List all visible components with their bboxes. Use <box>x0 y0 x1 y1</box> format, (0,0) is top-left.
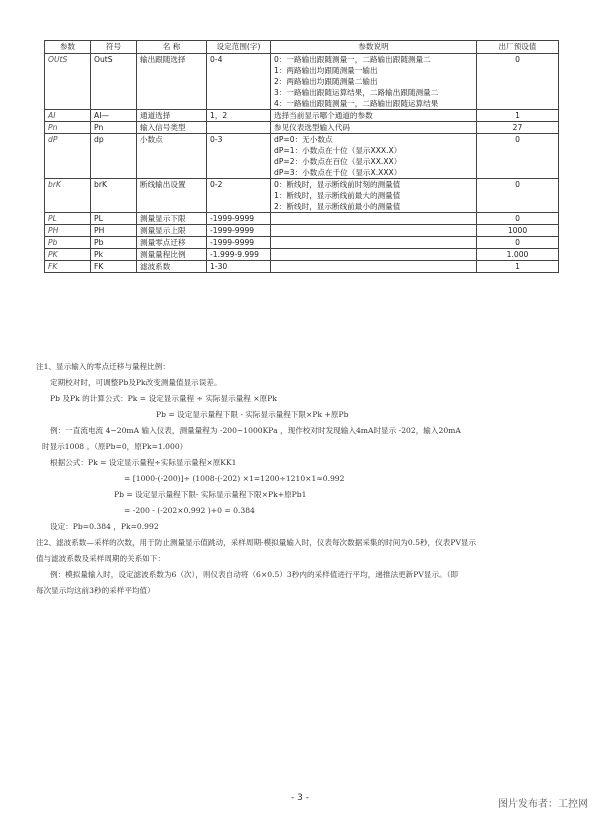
param-range-cell: -1.999-9.999 <box>207 249 271 261</box>
description-line: 3：一路输出跟随运算结果，二路输出跟随测量二 <box>274 88 439 97</box>
note1-line: 定期校对时，可调整Pb及Pk改变测量值显示误差。 <box>50 378 222 387</box>
param-name-cell: 测量量程比例 <box>137 249 207 261</box>
param-default-cell: 1 <box>477 110 559 122</box>
note1-line: = [1000-(-200)]÷ (1008-(-202) ×1=1200÷1210×1≈0.992 <box>124 474 345 483</box>
param-name-cell: 滤波系数 <box>137 261 207 273</box>
param-name-cell: 小数点 <box>137 134 207 179</box>
description-line: dP=1：小数点在十位（显示XXX.X） <box>274 146 402 155</box>
param-symbol-cell: dP <box>45 134 91 179</box>
param-name-cell: 输出跟随选择 <box>137 54 207 110</box>
param-name-cell: 断线输出设置 <box>137 179 207 213</box>
param-desc-cell <box>271 122 477 134</box>
param-code-cell: PH <box>91 225 137 237</box>
param-symbol-cell: brK <box>45 179 91 213</box>
param-desc-cell <box>271 225 477 237</box>
table-row <box>45 134 559 179</box>
header-range: 设定范围(字) <box>207 41 271 54</box>
param-code-cell: Pn <box>91 122 137 134</box>
param-name-cell: 输入信号类型 <box>137 122 207 134</box>
table-row <box>45 249 559 261</box>
description-line: dP=2：小数点在百位（显示XX.XX） <box>274 157 402 166</box>
note1-line: 例：一直流电流 4~20mA 输入仪表，测量量程为 -200~1000KPa ，现作校对时发现输入4mA时显示 -202，输入20mA <box>50 426 461 435</box>
table-row <box>45 225 559 237</box>
header-default: 出厂预设值 <box>477 41 559 54</box>
param-code-cell: Pb <box>91 237 137 249</box>
param-desc-cell <box>271 110 477 122</box>
table-row <box>45 237 559 249</box>
param-name-cell: 测量显示上限 <box>137 225 207 237</box>
description-line: dP=3：小数点在千位（显示X.XXX） <box>274 168 402 177</box>
description-line: 4：一路输出跟随测量一，二路输出跟随运算结果 <box>274 99 439 108</box>
note1-line: 根据公式：Pk = 设定显示量程÷实际显示量程×原KK1 <box>50 458 237 467</box>
param-desc-cell <box>271 237 477 249</box>
param-default-cell: 1000 <box>477 225 559 237</box>
description-line: 0：断线时，显示断线前时刻的测量值 <box>274 180 401 189</box>
description-line: 参见仪表选型输入代码 <box>274 123 350 132</box>
param-name-cell: 测量显示下限 <box>137 213 207 225</box>
param-default-cell: 1 <box>477 261 559 273</box>
description-line <box>274 249 473 260</box>
param-desc-cell <box>271 179 477 213</box>
table-header-row <box>45 41 559 54</box>
header-description: 参数说明 <box>271 41 477 54</box>
param-desc-cell <box>271 54 477 110</box>
param-symbol-cell: Pn <box>45 122 91 134</box>
parameter-table <box>44 40 559 273</box>
param-code-cell: dp <box>91 134 137 179</box>
description-line <box>274 213 473 224</box>
notes-section <box>36 359 576 599</box>
param-code-cell: Pk <box>91 249 137 261</box>
note1-line: Pb 及Pk 的计算公式：Pk = 设定显示量程 ÷ 实际显示量程 ×原Pk <box>50 394 277 403</box>
note2-line: 例：模拟量输入时，设定滤波系数为6（次），则仪表自动将（6×0.5）3秒内的采样值进行平均，递推法更新PV显示。（即 <box>50 570 459 579</box>
param-symbol-cell: AI <box>45 110 91 122</box>
param-symbol-cell: FK <box>45 261 91 273</box>
param-code-cell: OutS <box>91 54 137 110</box>
param-range-cell: 0-4 <box>207 54 271 110</box>
param-name-cell: 测量零点迁移 <box>137 237 207 249</box>
param-code-cell: brK <box>91 179 137 213</box>
description-line: 选择当前显示哪个通道的参数 <box>274 111 373 120</box>
description-line <box>274 261 473 272</box>
description-line <box>274 225 473 236</box>
param-default-cell: 0 <box>477 237 559 249</box>
description-line: dP=0：无小数点 <box>274 135 333 144</box>
table-row <box>45 213 559 225</box>
param-default-cell: 0 <box>477 54 559 110</box>
header-param: 参数 <box>45 41 91 54</box>
param-default-cell: 1.000 <box>477 249 559 261</box>
param-range-cell: 0-2 <box>207 179 271 213</box>
param-symbol-cell: Pb <box>45 237 91 249</box>
param-range-cell: 1-30 <box>207 261 271 273</box>
note1-line: Pb = 设定显示量程下限 - 实际显示量程下限×Pk +原Pb <box>156 410 349 419</box>
table-body <box>45 54 559 273</box>
note2-line: 每次显示均这前3秒的采样平均值） <box>36 586 155 595</box>
table-row <box>45 110 559 122</box>
param-range-cell: -1999-9999 <box>207 213 271 225</box>
table-row <box>45 122 559 134</box>
description-line: 1：断线时，显示断线前最大的测量值 <box>274 191 401 200</box>
param-symbol-cell: PH <box>45 225 91 237</box>
param-code-cell: AI— <box>91 110 137 122</box>
note1-line: 时显示1008 。（原Pb=0，原Pk=1.000） <box>42 442 188 451</box>
param-default-cell: 0 <box>477 134 559 179</box>
table-row <box>45 179 559 213</box>
watermark: 图片发布者：工控网 <box>498 799 588 810</box>
param-range-cell: -1999-9999 <box>207 237 271 249</box>
note1-line: Pb = 设定显示量程下限- 实际显示量程下限×Pk+原Pb1 <box>114 490 307 499</box>
param-symbol-cell: PK <box>45 249 91 261</box>
description-line: 2：断线时，显示断线前最小的测量值 <box>274 202 401 211</box>
param-desc-cell <box>271 134 477 179</box>
param-symbol-cell: OUtS <box>45 54 91 110</box>
param-desc-cell <box>271 213 477 225</box>
note1-title: 注1、显示输入的零点迁移与量程比例： <box>36 362 170 371</box>
param-desc-cell <box>271 261 477 273</box>
table-row <box>45 54 559 110</box>
param-symbol-cell: PL <box>45 213 91 225</box>
note1-line: 设定：Pb=0.384 ，Pk=0.992 <box>50 522 159 531</box>
param-desc-cell <box>271 249 477 261</box>
param-default-cell: 27 <box>477 122 559 134</box>
note2-line: 值与滤波系数及采样周期的关系如下： <box>36 554 166 563</box>
param-range-cell <box>207 122 271 134</box>
param-range-cell: 0-3 <box>207 134 271 179</box>
param-name-cell: 通道选择 <box>137 110 207 122</box>
description-line: 2：两路输出均跟随测量二输出 <box>274 77 378 86</box>
description-line: 0：一路输出跟随测量一，二路输出跟随测量二 <box>274 55 431 64</box>
param-code-cell: FK <box>91 261 137 273</box>
param-code-cell: PL <box>91 213 137 225</box>
note1-line: = -200 - (-202×0.992 )+0 = 0.384 <box>124 506 255 515</box>
header-symbol: 符号 <box>91 41 137 54</box>
table-row <box>45 261 559 273</box>
header-name: 名 称 <box>137 41 207 54</box>
param-range-cell: 1，2 <box>207 110 271 122</box>
param-range-cell: -1999-9999 <box>207 225 271 237</box>
description-line: 1：两路输出均跟随测量一输出 <box>274 66 378 75</box>
param-default-cell: 0 <box>477 213 559 225</box>
param-default-cell: 0 <box>477 179 559 213</box>
note2-line: 注2、滤波系数—采样的次数，用于防止测量显示值跳动，采样周期-模拟量输入时，仪表每次数据采集的时间为0.5秒，仪表PV显示 <box>36 538 477 547</box>
page-number: - 3 - <box>291 793 309 803</box>
description-line <box>274 237 473 248</box>
